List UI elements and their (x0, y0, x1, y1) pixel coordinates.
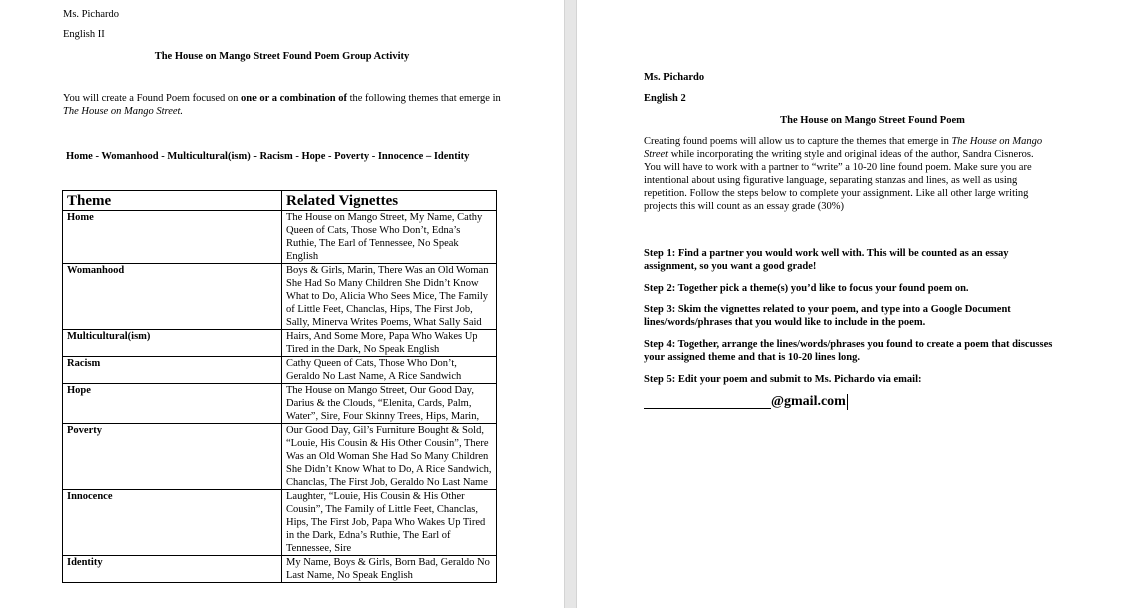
header-related-vignettes: Related Vignettes (282, 191, 497, 211)
theme-cell: Womanhood (63, 264, 282, 330)
intro-text: You will create a Found Poem focused on (63, 93, 241, 104)
themes-list: Home - Womanhood - Multicultural(ism) - Racism - Hope - Poverty - Innocence – Identity (66, 151, 470, 162)
intro-bold-text: one or a combination of (241, 93, 347, 104)
theme-cell: Poverty (63, 424, 282, 490)
table-header-row (63, 191, 497, 211)
theme-cell: Hope (63, 384, 282, 424)
table-row (63, 556, 497, 583)
intro-paragraph (63, 92, 503, 118)
step-3: Step 3: Skim the vignettes related to your poem, and type into a Google Document lines/words/phrases that you would like to include in the poem. (644, 304, 1011, 328)
theme-cell: Innocence (63, 490, 282, 556)
table-row (63, 264, 497, 330)
activity-title: The House on Mango Street Found Poem Group Activity (154, 51, 410, 62)
table-row (63, 424, 497, 490)
email-blank (644, 394, 771, 409)
intro-paragraph (644, 135, 1044, 213)
document-page-right (577, 0, 1144, 608)
theme-cell: Racism (63, 357, 282, 384)
teacher-name: Ms. Pichardo (63, 9, 119, 20)
vignettes-cell: Our Good Day, Gil’s Furniture Bought & Sold, “Louie, His Cousin & His Other Cousin”, There Was an Old Woman She Had So Many Children She Didn’t Know What to Do, A Rice Sandwich, Chanclas, The First Job, Geraldo No Last Name (282, 424, 497, 490)
intro-text: Creating found poems will allow us to capture the themes that emerge in (644, 136, 952, 147)
theme-cell: Home (63, 211, 282, 264)
intro-text-2: the following themes that emerge in (346, 93, 501, 104)
step-4: Step 4: Together, arrange the lines/words/phrases you found to create a poem that discusses your assigned theme and that is 10-20 lines long. (644, 339, 1053, 363)
class-name: English II (63, 29, 105, 40)
page-separator (564, 0, 577, 608)
table-row (63, 357, 497, 384)
assignment-title: The House on Mango Street Found Poem (780, 115, 965, 126)
vignettes-cell: My Name, Boys & Girls, Born Bad, Geraldo No Last Name, No Speak English (282, 556, 497, 583)
header-theme: Theme (63, 191, 282, 211)
vignettes-cell: The House on Mango Street, My Name, Cathy Queen of Cats, Those Who Don’t, Edna’s Ruthie, The Earl of Tennessee, No Speak English (282, 211, 497, 264)
step-1: Step 1: Find a partner you would work well with. This will be counted as an essay assignment, so you want a good grade! (644, 248, 1009, 272)
table-row (63, 211, 497, 264)
document-page-left (0, 0, 564, 608)
teacher-name: Ms. Pichardo (644, 72, 705, 83)
class-name: English 2 (644, 93, 686, 104)
step-2: Step 2: Together pick a theme(s) you’d like to focus your found poem on. (644, 283, 969, 294)
table-row (63, 384, 497, 424)
themes-table (62, 190, 497, 583)
book-title-italic: The House on Mango Street. (63, 106, 184, 117)
intro-text-2: while incorporating the writing style and original ideas of the author, Sandra Cisneros. You will have to work with a partner to “write” a 10-20 line found poem. Make sure you are intentional about using figurative language, separating stanzas and lines, as well as using repetition. Follow the steps below to complete your assignment. Like all other large writing projects this will count as an essay grade (30%) (644, 149, 1034, 212)
vignettes-cell: Hairs, And Some More, Papa Who Wakes Up Tired in the Dark, No Speak English (282, 330, 497, 357)
step-5: Step 5: Edit your poem and submit to Ms. Pichardo via email: (644, 374, 922, 385)
vignettes-cell: Laughter, “Louie, His Cousin & His Other Cousin”, The Family of Little Feet, Chanclas, Hips, The First Job, Papa Who Wakes Up Tired in the Dark, Edna’s Ruthie, The Earl of Tennessee, Sire (282, 490, 497, 556)
book-title-italic: The House on Mango Street (644, 136, 1043, 160)
table-row (63, 490, 497, 556)
text-cursor (847, 394, 848, 410)
email-domain: @gmail.com (771, 394, 846, 409)
theme-cell: Identity (63, 556, 282, 583)
email-line[interactable] (644, 393, 848, 411)
theme-cell: Multicultural(ism) (63, 330, 282, 357)
vignettes-cell: Cathy Queen of Cats, Those Who Don’t, Geraldo No Last Name, A Rice Sandwich (282, 357, 497, 384)
vignettes-cell: The House on Mango Street, Our Good Day, Darius & the Clouds, “Elenita, Cards, Palm, Water”, Sire, Four Skinny Trees, Hips, Marin, (282, 384, 497, 424)
table-row (63, 330, 497, 357)
vignettes-cell: Boys & Girls, Marin, There Was an Old Woman She Had So Many Children She Didn’t Know What to Do, Alicia Who Sees Mice, The Family of Little Feet, Chanclas, Hips, The First Job, Sally, Minerva Writes Poems, What Sally Said (282, 264, 497, 330)
